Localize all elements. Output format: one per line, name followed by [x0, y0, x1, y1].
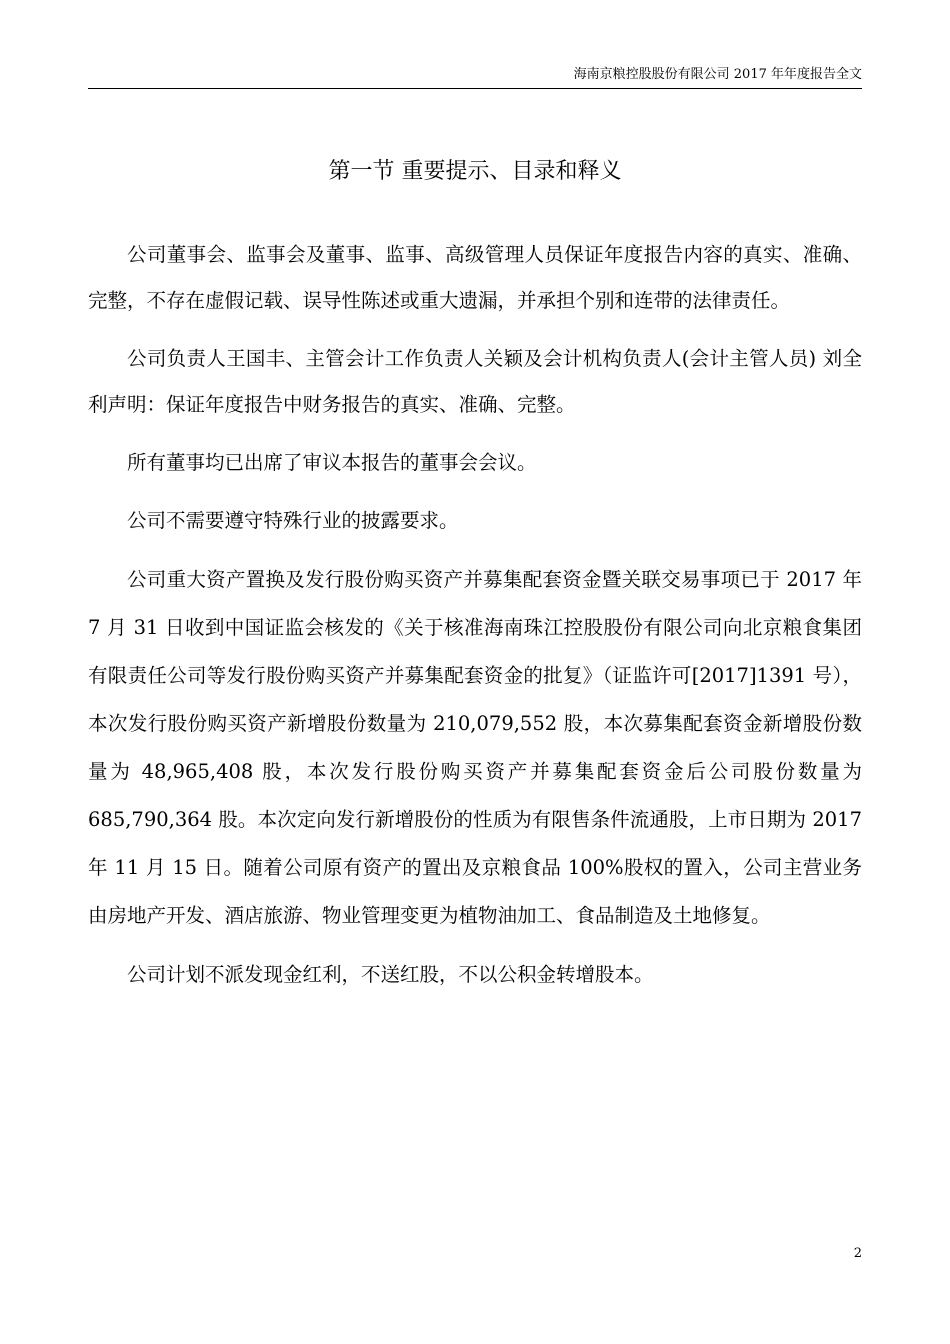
paragraph-industry-disclosure: 公司不需要遵守特殊行业的披露要求。: [127, 509, 459, 532]
running-header: [88, 66, 862, 89]
paragraph-responsible-persons: 公司负责人王国丰、主管会计工作负责人关颖及会计机构负责人(会计主管人员) 刘全利声明：保证年度报告中财务报告的真实、准确、完整。: [88, 347, 862, 416]
running-header-title: 海南京粮控股股份有限公司 2017 年年度报告全文: [573, 67, 862, 82]
document-body: [88, 232, 862, 998]
paragraph-asset-restructuring: 公司重大资产置换及发行股份购买资产并募集配套资金暨关联交易事项已于 2017 年 7 月 31 日收到中国证监会核发的《关于核准海南珠江控股股份有限公司向北京粮食集团有限责任公司等发行股份购买资产并募集配套资金的批复》（证监许可[2017]1391 号），本次发行股份购买资产新增股份数量为 210,079,552 股，本次募集配套资金新增股份数量为 48,965,408 股，本次发行股份购买资产并募集配套资金后公司股份数量为 685,790,364 股。本次定向发行新增股份的性质为有限售条件流通股，上市日期为 2017 年 11 月 15 日。随着公司原有资产的置出及京粮食品 100%股权的置入，公司主营业务由房地产开发、酒店旅游、物业管理变更为植物油加工、食品制造及土地修复。: [88, 568, 862, 927]
paragraph-board-guarantee: 公司董事会、监事会及董事、监事、高级管理人员保证年度报告内容的真实、准确、完整，不存在虚假记载、误导性陈述或重大遗漏，并承担个别和连带的法律责任。: [88, 243, 862, 312]
paragraph-director-attendance: 所有董事均已出席了审议本报告的董事会会议。: [127, 451, 537, 474]
page-number: 2: [853, 1246, 862, 1261]
section-title: 第一节 重要提示、目录和释义: [328, 159, 622, 184]
paragraph-dividend-plan: 公司计划不派发现金红利，不送红股，不以公积金转增股本。: [127, 963, 654, 986]
